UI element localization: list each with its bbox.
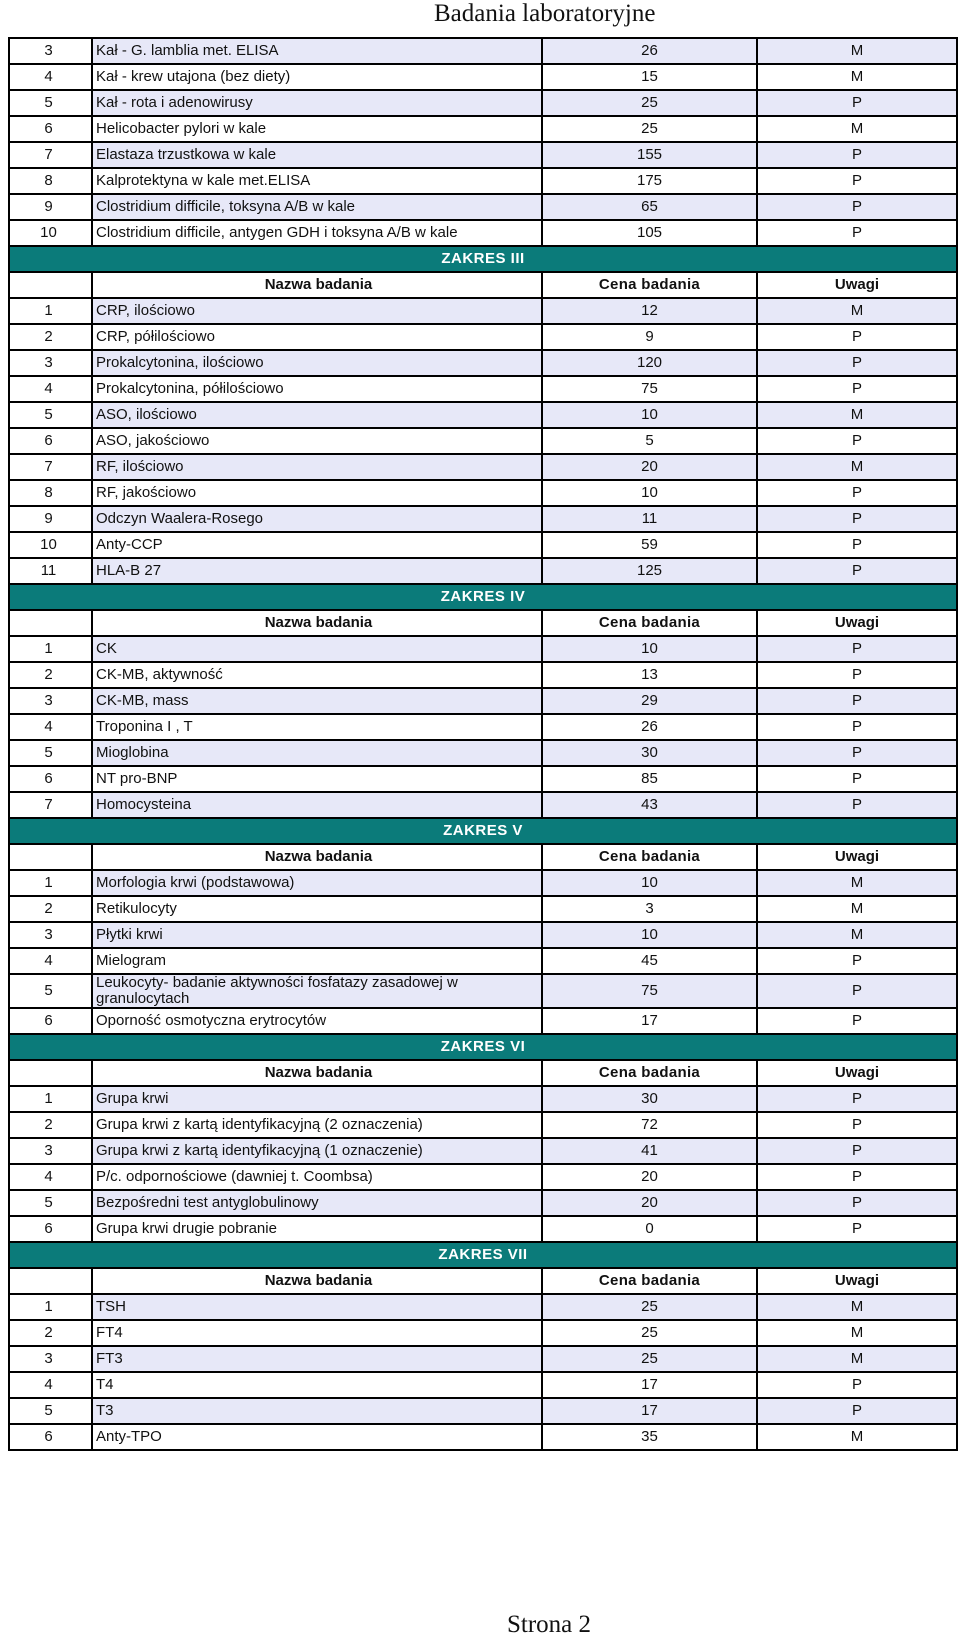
test-price: 0 <box>542 1216 757 1242</box>
table-row <box>9 1112 957 1138</box>
section-header-row <box>9 818 957 844</box>
table-row <box>9 90 957 116</box>
header-name-cell: Nazwa badania <box>92 844 542 870</box>
row-number: 2 <box>9 1320 92 1346</box>
row-number: 3 <box>9 350 92 376</box>
test-name: Grupa krwi z kartą identyfikacyjną (1 oznaczenie) <box>92 1138 542 1164</box>
table-row <box>9 740 957 766</box>
test-name: Homocysteina <box>92 792 542 818</box>
table-row <box>9 324 957 350</box>
test-name: RF, ilościowo <box>92 454 542 480</box>
lab-tests-table-body <box>9 38 957 1450</box>
section-title: ZAKRES V <box>9 818 957 844</box>
page-title: Badania laboratoryjne <box>434 0 656 27</box>
row-number: 6 <box>9 1008 92 1034</box>
column-header-row <box>9 610 957 636</box>
test-name: Retikulocyty <box>92 896 542 922</box>
header-notes-cell: Uwagi <box>757 1060 957 1086</box>
table-row <box>9 480 957 506</box>
table-row <box>9 1372 957 1398</box>
test-note: M <box>757 402 957 428</box>
column-header-row <box>9 1060 957 1086</box>
table-row <box>9 402 957 428</box>
section-header-row <box>9 1034 957 1060</box>
row-number: 7 <box>9 454 92 480</box>
test-price: 9 <box>542 324 757 350</box>
header-price-cell: Cena badania <box>542 1268 757 1294</box>
row-number: 6 <box>9 428 92 454</box>
row-number: 7 <box>9 792 92 818</box>
row-number: 3 <box>9 1346 92 1372</box>
test-note: P <box>757 636 957 662</box>
table-row <box>9 1190 957 1216</box>
test-name: ASO, ilościowo <box>92 402 542 428</box>
test-note: M <box>757 64 957 90</box>
test-note: P <box>757 1008 957 1034</box>
row-number: 7 <box>9 142 92 168</box>
test-note: M <box>757 1424 957 1450</box>
test-name: Płytki krwi <box>92 922 542 948</box>
table-row <box>9 350 957 376</box>
test-name: P/c. odpornościowe (dawniej t. Coombsa) <box>92 1164 542 1190</box>
table-row <box>9 1086 957 1112</box>
test-name: Troponina I , T <box>92 714 542 740</box>
row-number: 1 <box>9 870 92 896</box>
test-price: 120 <box>542 350 757 376</box>
table-row <box>9 194 957 220</box>
test-price: 10 <box>542 870 757 896</box>
test-note: M <box>757 1320 957 1346</box>
test-price: 11 <box>542 506 757 532</box>
test-name: CRP, półilościowo <box>92 324 542 350</box>
test-name: Grupa krwi <box>92 1086 542 1112</box>
test-note: P <box>757 90 957 116</box>
table-row <box>9 1294 957 1320</box>
test-price: 15 <box>542 64 757 90</box>
row-number: 5 <box>9 90 92 116</box>
test-price: 25 <box>542 90 757 116</box>
table-row <box>9 142 957 168</box>
test-note: P <box>757 766 957 792</box>
test-name: Prokalcytonina, ilościowo <box>92 350 542 376</box>
test-price: 25 <box>542 1294 757 1320</box>
table-row <box>9 662 957 688</box>
test-price: 30 <box>542 1086 757 1112</box>
section-title: ZAKRES VI <box>9 1034 957 1060</box>
test-note: P <box>757 948 957 974</box>
table-row <box>9 688 957 714</box>
table-row <box>9 376 957 402</box>
test-price: 125 <box>542 558 757 584</box>
table-row <box>9 1398 957 1424</box>
test-name: Mioglobina <box>92 740 542 766</box>
table-row <box>9 714 957 740</box>
table-row <box>9 64 957 90</box>
row-number: 5 <box>9 740 92 766</box>
section-header-row <box>9 246 957 272</box>
test-note: P <box>757 714 957 740</box>
test-price: 17 <box>542 1008 757 1034</box>
row-number: 3 <box>9 38 92 64</box>
row-number: 9 <box>9 506 92 532</box>
test-price: 155 <box>542 142 757 168</box>
table-row <box>9 116 957 142</box>
test-note: P <box>757 532 957 558</box>
test-price: 10 <box>542 402 757 428</box>
test-note: P <box>757 688 957 714</box>
section-header-row <box>9 1242 957 1268</box>
test-note: M <box>757 922 957 948</box>
test-price: 25 <box>542 1320 757 1346</box>
test-name: CK <box>92 636 542 662</box>
test-price: 5 <box>542 428 757 454</box>
test-note: M <box>757 870 957 896</box>
row-number: 9 <box>9 194 92 220</box>
table-row <box>9 922 957 948</box>
column-header-row <box>9 272 957 298</box>
test-note: P <box>757 740 957 766</box>
row-number: 4 <box>9 376 92 402</box>
test-price: 43 <box>542 792 757 818</box>
row-number: 8 <box>9 168 92 194</box>
test-note: P <box>757 1086 957 1112</box>
table-row <box>9 1008 957 1034</box>
header-number-cell <box>9 1268 92 1294</box>
row-number: 5 <box>9 1398 92 1424</box>
row-number: 5 <box>9 974 92 1008</box>
test-price: 65 <box>542 194 757 220</box>
test-price: 10 <box>542 636 757 662</box>
table-row <box>9 558 957 584</box>
test-note: P <box>757 1112 957 1138</box>
header-name-cell: Nazwa badania <box>92 1268 542 1294</box>
test-name: RF, jakościowo <box>92 480 542 506</box>
section-header-row <box>9 584 957 610</box>
test-name: T3 <box>92 1398 542 1424</box>
table-row <box>9 1164 957 1190</box>
test-name: Mielogram <box>92 948 542 974</box>
test-name: Morfologia krwi (podstawowa) <box>92 870 542 896</box>
test-name: Leukocyty- badanie aktywności fosfatazy zasadowej w granulocytach <box>92 974 542 1008</box>
test-note: P <box>757 1216 957 1242</box>
header-name-cell: Nazwa badania <box>92 1060 542 1086</box>
row-number: 5 <box>9 402 92 428</box>
row-number: 2 <box>9 896 92 922</box>
table-row <box>9 870 957 896</box>
table-row <box>9 1346 957 1372</box>
test-price: 35 <box>542 1424 757 1450</box>
test-price: 25 <box>542 1346 757 1372</box>
row-number: 1 <box>9 636 92 662</box>
test-name: Odczyn Waalera-Rosego <box>92 506 542 532</box>
test-price: 29 <box>542 688 757 714</box>
test-note: P <box>757 220 957 246</box>
test-note: P <box>757 194 957 220</box>
test-price: 85 <box>542 766 757 792</box>
test-price: 10 <box>542 480 757 506</box>
test-price: 20 <box>542 454 757 480</box>
header-number-cell <box>9 610 92 636</box>
header-notes-cell: Uwagi <box>757 610 957 636</box>
row-number: 1 <box>9 1086 92 1112</box>
page-footer: Strona 2 <box>507 1611 592 1638</box>
header-notes-cell: Uwagi <box>757 1268 957 1294</box>
row-number: 3 <box>9 1138 92 1164</box>
test-name: HLA-B 27 <box>92 558 542 584</box>
test-name: Prokalcytonina, półilościowo <box>92 376 542 402</box>
test-name: Kał - rota i adenowirusy <box>92 90 542 116</box>
test-name: Clostridium difficile, antygen GDH i toksyna A/B w kale <box>92 220 542 246</box>
test-price: 105 <box>542 220 757 246</box>
test-price: 45 <box>542 948 757 974</box>
test-note: M <box>757 896 957 922</box>
test-name: Oporność osmotyczna erytrocytów <box>92 1008 542 1034</box>
section-title: ZAKRES VII <box>9 1242 957 1268</box>
row-number: 11 <box>9 558 92 584</box>
test-price: 10 <box>542 922 757 948</box>
table-row <box>9 532 957 558</box>
row-number: 3 <box>9 688 92 714</box>
test-price: 17 <box>542 1372 757 1398</box>
row-number: 2 <box>9 324 92 350</box>
test-name: Grupa krwi drugie pobranie <box>92 1216 542 1242</box>
column-header-row <box>9 1268 957 1294</box>
table-row <box>9 896 957 922</box>
test-name: ASO, jakościowo <box>92 428 542 454</box>
test-note: P <box>757 376 957 402</box>
row-number: 1 <box>9 1294 92 1320</box>
test-name: Clostridium difficile, toksyna A/B w kale <box>92 194 542 220</box>
test-note: M <box>757 1346 957 1372</box>
test-name: FT4 <box>92 1320 542 1346</box>
row-number: 2 <box>9 662 92 688</box>
row-number: 10 <box>9 532 92 558</box>
table-row <box>9 1138 957 1164</box>
test-price: 30 <box>542 740 757 766</box>
table-row <box>9 1424 957 1450</box>
row-number: 4 <box>9 1372 92 1398</box>
test-note: P <box>757 1164 957 1190</box>
test-name: CK-MB, aktywność <box>92 662 542 688</box>
row-number: 6 <box>9 766 92 792</box>
test-price: 3 <box>542 896 757 922</box>
test-note: P <box>757 662 957 688</box>
table-row <box>9 454 957 480</box>
test-note: M <box>757 116 957 142</box>
row-number: 8 <box>9 480 92 506</box>
test-name: CRP, ilościowo <box>92 298 542 324</box>
test-note: P <box>757 350 957 376</box>
test-note: M <box>757 1294 957 1320</box>
row-number: 4 <box>9 714 92 740</box>
header-number-cell <box>9 844 92 870</box>
test-name: T4 <box>92 1372 542 1398</box>
table-row <box>9 220 957 246</box>
test-name: FT3 <box>92 1346 542 1372</box>
row-number: 2 <box>9 1112 92 1138</box>
table-row <box>9 298 957 324</box>
test-price: 25 <box>542 116 757 142</box>
test-note: P <box>757 142 957 168</box>
row-number: 5 <box>9 1190 92 1216</box>
test-price: 75 <box>542 974 757 1008</box>
test-name: TSH <box>92 1294 542 1320</box>
header-number-cell <box>9 1060 92 1086</box>
column-header-row <box>9 844 957 870</box>
table-row <box>9 428 957 454</box>
row-number: 6 <box>9 1424 92 1450</box>
test-name: Bezpośredni test antyglobulinowy <box>92 1190 542 1216</box>
row-number: 4 <box>9 948 92 974</box>
test-note: P <box>757 974 957 1008</box>
table-row <box>9 1320 957 1346</box>
header-number-cell <box>9 272 92 298</box>
test-note: P <box>757 1398 957 1424</box>
row-number: 10 <box>9 220 92 246</box>
row-number: 6 <box>9 116 92 142</box>
test-name: Elastaza trzustkowa w kale <box>92 142 542 168</box>
test-name: Grupa krwi z kartą identyfikacyjną (2 oznaczenia) <box>92 1112 542 1138</box>
header-price-cell: Cena badania <box>542 610 757 636</box>
test-note: P <box>757 792 957 818</box>
test-name: Anty-CCP <box>92 532 542 558</box>
test-name: Kał - krew utajona (bez diety) <box>92 64 542 90</box>
test-note: P <box>757 168 957 194</box>
header-price-cell: Cena badania <box>542 272 757 298</box>
test-name: Kał - G. lamblia met. ELISA <box>92 38 542 64</box>
table-row <box>9 38 957 64</box>
test-note: P <box>757 1190 957 1216</box>
row-number: 1 <box>9 298 92 324</box>
test-note: P <box>757 1138 957 1164</box>
test-note: P <box>757 1372 957 1398</box>
test-note: M <box>757 298 957 324</box>
table-row <box>9 506 957 532</box>
test-note: M <box>757 454 957 480</box>
header-name-cell: Nazwa badania <box>92 610 542 636</box>
test-note: P <box>757 558 957 584</box>
test-price: 26 <box>542 714 757 740</box>
section-title: ZAKRES III <box>9 246 957 272</box>
test-note: P <box>757 506 957 532</box>
header-notes-cell: Uwagi <box>757 272 957 298</box>
test-note: P <box>757 480 957 506</box>
section-title: ZAKRES IV <box>9 584 957 610</box>
test-note: P <box>757 428 957 454</box>
test-name: Helicobacter pylori w kale <box>92 116 542 142</box>
test-price: 20 <box>542 1190 757 1216</box>
test-note: P <box>757 324 957 350</box>
test-price: 41 <box>542 1138 757 1164</box>
table-row <box>9 792 957 818</box>
table-row <box>9 636 957 662</box>
table-row <box>9 766 957 792</box>
test-price: 175 <box>542 168 757 194</box>
test-price: 20 <box>542 1164 757 1190</box>
test-price: 26 <box>542 38 757 64</box>
table-row <box>9 168 957 194</box>
header-price-cell: Cena badania <box>542 1060 757 1086</box>
row-number: 3 <box>9 922 92 948</box>
row-number: 4 <box>9 1164 92 1190</box>
lab-tests-table <box>8 37 958 1451</box>
table-row <box>9 948 957 974</box>
test-price: 13 <box>542 662 757 688</box>
test-name: Kalprotektyna w kale met.ELISA <box>92 168 542 194</box>
test-price: 59 <box>542 532 757 558</box>
test-name: CK-MB, mass <box>92 688 542 714</box>
header-notes-cell: Uwagi <box>757 844 957 870</box>
test-price: 75 <box>542 376 757 402</box>
test-price: 12 <box>542 298 757 324</box>
row-number: 4 <box>9 64 92 90</box>
table-row <box>9 974 957 1008</box>
test-price: 72 <box>542 1112 757 1138</box>
test-price: 17 <box>542 1398 757 1424</box>
header-name-cell: Nazwa badania <box>92 272 542 298</box>
test-note: M <box>757 38 957 64</box>
header-price-cell: Cena badania <box>542 844 757 870</box>
test-name: NT pro-BNP <box>92 766 542 792</box>
row-number: 6 <box>9 1216 92 1242</box>
test-name: Anty-TPO <box>92 1424 542 1450</box>
table-row <box>9 1216 957 1242</box>
